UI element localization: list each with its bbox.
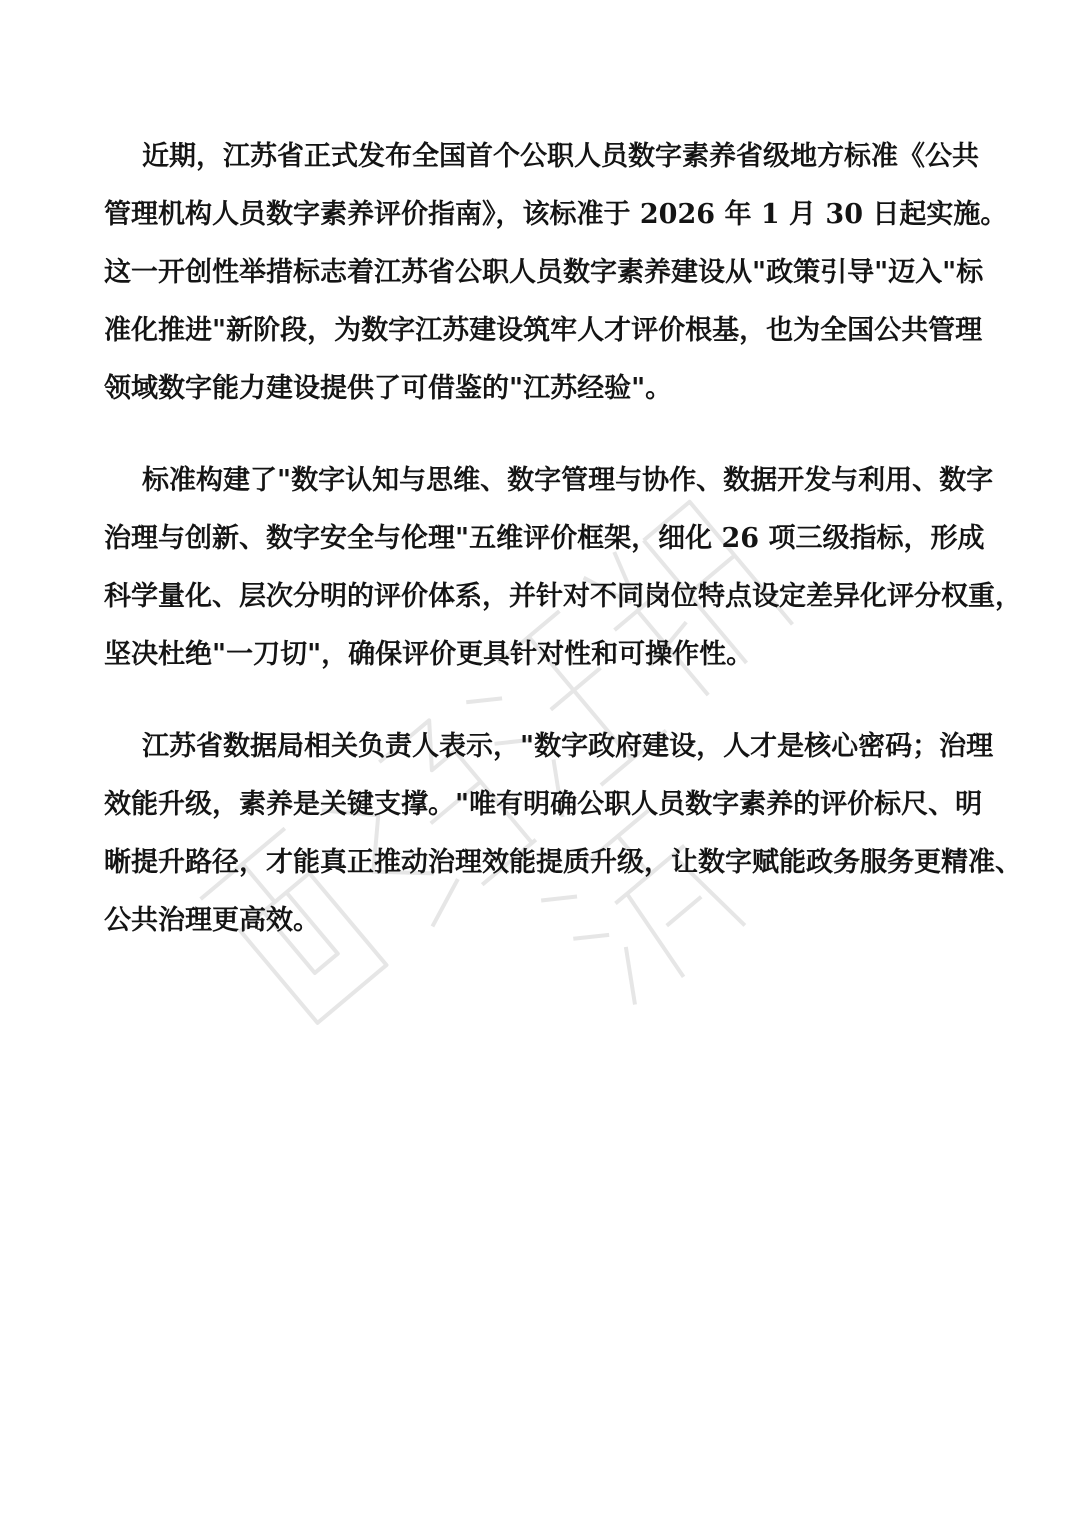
paragraph-gap bbox=[104, 418, 1016, 452]
text-line: 这一开创性举措标志着江苏省公职人员数字素养建设从"政策引导"迈入"标 bbox=[104, 257, 984, 288]
text-line: 效能升级，素养是关键支撑。"唯有明确公职人员数字素养的评价标尺、明 bbox=[104, 789, 983, 820]
text-line: 领域数字能力建设提供了可借鉴的"江苏经验"。 bbox=[104, 373, 673, 404]
paragraph-2 bbox=[104, 452, 1022, 684]
paragraph-3 bbox=[104, 718, 1022, 950]
text-line: 科学量化、层次分明的评价体系，并针对不同岗位特点设定差异化评分权重， bbox=[104, 581, 1022, 612]
article-body bbox=[104, 128, 1022, 950]
text-line: 管理机构人员数字素养评价指南》，该标准于 2026 年 1 月 30 日起实施。 bbox=[104, 199, 1008, 230]
text-line: 近期，江苏省正式发布全国首个公职人员数字素养省级地方标准《公共 bbox=[142, 141, 979, 172]
paragraph-gap bbox=[104, 684, 1016, 718]
text-line: 治理与创新、数字安全与伦理"五维评价框架，细化 26 项三级指标，形成 bbox=[104, 523, 985, 554]
text-line: 晰提升路径，才能真正推动治理效能提质升级，让数字赋能政务服务更精准、 bbox=[104, 847, 1022, 878]
text-line: 准化推进"新阶段，为数字江苏建设筑牢人才评价根基，也为全国公共管理 bbox=[104, 315, 983, 346]
text-line: 标准构建了"数字认知与思维、数字管理与协作、数据开发与利用、数字 bbox=[142, 465, 994, 496]
text-line: 公共治理更高效。 bbox=[104, 905, 320, 936]
text-line: 江苏省数据局相关负责人表示，"数字政府建设，人才是核心密码；治理 bbox=[142, 731, 994, 762]
text-line: 坚决杜绝"一刀切"，确保评价更具针对性和可操作性。 bbox=[104, 639, 754, 670]
paragraph-1 bbox=[104, 128, 1016, 418]
